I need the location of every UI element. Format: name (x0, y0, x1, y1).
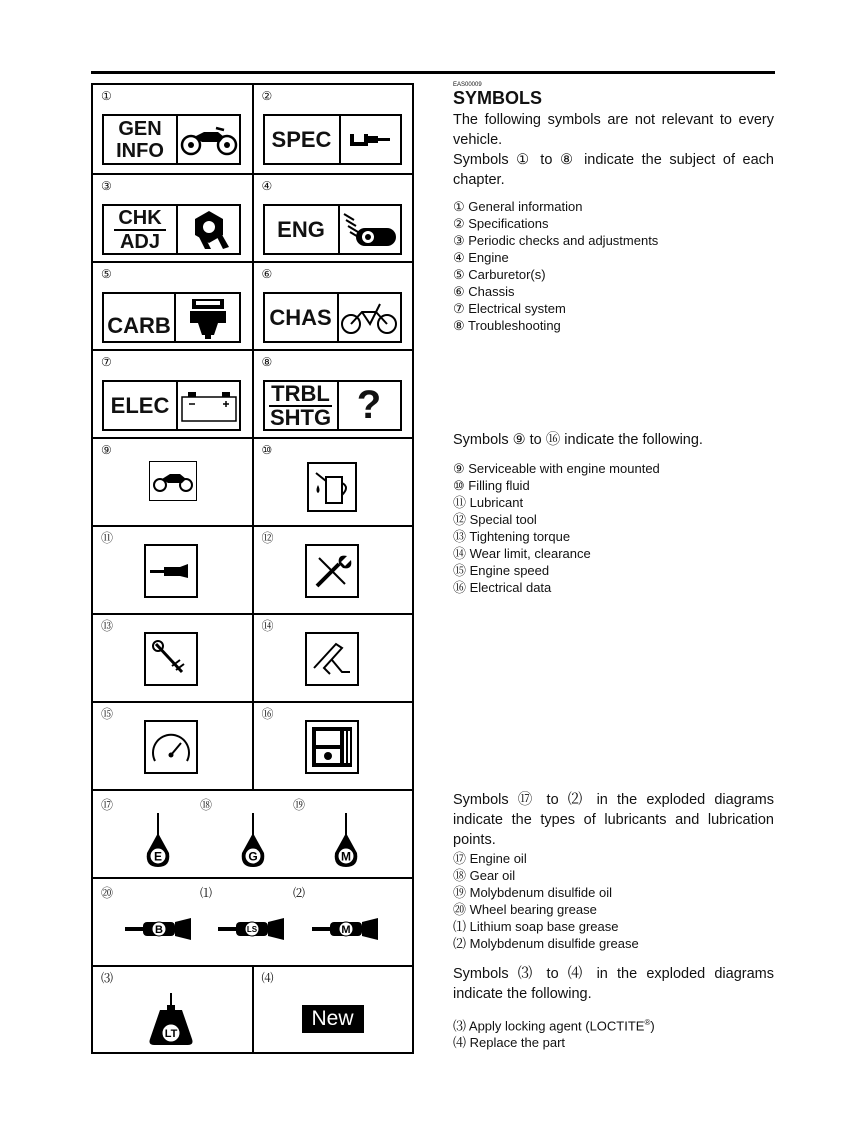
symbol-row (93, 613, 412, 701)
carburetor-icon (176, 294, 239, 341)
other-symbol-list (453, 1014, 774, 1051)
symbol-number: ⑱ (200, 798, 213, 812)
symbol-number: ② (261, 89, 273, 103)
symbol-number: ⑰ (101, 798, 114, 812)
intro-paragraph: The following symbols are not relevant to every vehicle. (453, 112, 774, 148)
list-item: ⑥ Chassis (453, 284, 515, 299)
symbol-number: ⑷ (261, 971, 274, 985)
symbol-number: ⑵ (293, 886, 306, 900)
symbol-cell-lubricant (93, 527, 252, 613)
symbol-number: ⑬ (101, 619, 114, 633)
symbol-row (93, 261, 412, 349)
question-mark-icon: ? (356, 383, 382, 427)
list-item: ⑩ Filling fluid (453, 478, 530, 493)
list-item: ⑱ Gear oil (453, 868, 516, 883)
registered-mark: ® (644, 1018, 651, 1027)
new-part-badge: New (302, 1005, 364, 1033)
symbol-number: ⑦ (101, 355, 112, 369)
symbol-grid (91, 83, 414, 1054)
symbol-cell-locking-agent (93, 967, 252, 1052)
symbol-cell-filling-fluid (252, 439, 413, 525)
service-symbols-section (453, 430, 774, 596)
symbol-cell-carburetor (93, 263, 252, 349)
symbols-section (453, 82, 774, 334)
battery-icon (178, 382, 239, 429)
molybdenum-grease-letter: M (341, 924, 351, 936)
top-rule (91, 71, 775, 74)
list-item: ⑭ Wear limit, clearance (453, 546, 591, 561)
list-item: ② Specifications (453, 216, 549, 231)
list-item (453, 1014, 774, 1034)
list-item: ⑴ Lithium soap base grease (453, 919, 619, 934)
molybdenum-grease-icon (312, 918, 382, 940)
symbol-cell-general-info (93, 85, 252, 173)
eng-label: ENG (277, 216, 325, 242)
list-item: ⑧ Troubleshooting (453, 318, 561, 333)
elec-label: ELEC (110, 392, 170, 418)
symbol-cell-replace-part (252, 967, 413, 1052)
lubricant-symbols-intro: Symbols ⑰ to ⑵ in the exploded diagrams indicate the types of lubricants and lubrication points. (453, 792, 774, 848)
trbl-label: TRBL (271, 380, 330, 406)
symbol-number: ⑲ (293, 798, 306, 812)
trbl-shtg-symbol (263, 380, 402, 431)
symbol-cell-chassis (252, 263, 413, 349)
lubricant-symbol-list (453, 850, 774, 952)
symbol-number: ⑳ (101, 886, 114, 900)
wheel-bearing-grease-letter: B (155, 924, 163, 936)
chapter-symbol-list (453, 198, 774, 334)
symbol-cell-oils (93, 791, 412, 877)
symbol-cell-specifications (252, 85, 413, 173)
chk-adj-symbol (102, 204, 241, 255)
symbol-cell-electrical-data (252, 703, 413, 789)
oil-can-icon (307, 462, 357, 512)
lithium-soap-grease-icon (218, 918, 288, 940)
other-symbols-intro: Symbols ⑶ to ⑷ in the exploded diagrams indicate the following. (453, 966, 774, 1002)
locking-agent-icon (148, 993, 194, 1047)
symbol-cell-troubleshooting (252, 351, 413, 437)
carb-symbol (102, 292, 241, 343)
symbol-row (93, 701, 412, 789)
service-symbol-list (453, 460, 774, 596)
symbol-cell-engine-speed (93, 703, 252, 789)
list-item: ⑰ Engine oil (453, 851, 527, 866)
symbol-number: ③ (101, 179, 112, 193)
shtg-label: SHTG (269, 404, 332, 430)
symbol-row (93, 789, 412, 877)
list-item: ④ Engine (453, 250, 509, 265)
section-code: EAS00009 (453, 82, 482, 88)
symbol-number: ⑩ (261, 443, 273, 457)
symbol-cell-serviceable (93, 439, 252, 525)
list-item: ③ Periodic checks and adjustments (453, 233, 659, 248)
list-item: ⑦ Electrical system (453, 301, 566, 316)
list-item: ⑳ Wheel bearing grease (453, 902, 597, 917)
list-item: ⑬ Tightening torque (453, 529, 571, 544)
page-title: SYMBOLS (453, 88, 543, 108)
lubricant-icon (144, 544, 198, 598)
list-item: ⑮ Engine speed (453, 563, 550, 578)
list-item: ⑵ Molybdenum disulfide grease (453, 936, 639, 951)
carb-label: CARB (107, 313, 171, 338)
chapter-symbols-paragraph: Symbols ① to ⑧ indicate the subject of each chapter. (453, 152, 774, 188)
symbol-number: ⑧ (261, 355, 273, 369)
adj-label: ADJ (119, 230, 160, 253)
symbol-number: ⑨ (101, 443, 112, 457)
locking-agent-letters: LT (164, 1028, 178, 1040)
caliper-icon (305, 632, 359, 686)
special-tool-icon (305, 544, 359, 598)
info-label: INFO (116, 139, 164, 162)
chas-label: CHAS (269, 304, 332, 330)
molybdenum-oil-icon (333, 813, 359, 869)
symbol-cell-special-tool (252, 527, 413, 613)
multimeter-icon (305, 720, 359, 774)
lubricant-tube-icon (341, 116, 400, 163)
engine-oil-icon (145, 813, 171, 869)
symbol-number: ⑴ (200, 886, 213, 900)
list-item: ⑪ Lubricant (453, 495, 524, 510)
symbol-number: ⑥ (261, 267, 273, 281)
symbol-cell-tightening-torque (93, 615, 252, 701)
symbol-number: ① (101, 89, 112, 103)
symbol-cell-checks (93, 175, 252, 261)
wheel-bearing-grease-icon (125, 918, 195, 940)
gear-oil-letter: G (248, 849, 258, 864)
gen-label: GEN (118, 117, 162, 140)
symbol-row (93, 525, 412, 613)
eng-symbol (263, 204, 402, 255)
symbol-cell-engine (252, 175, 413, 261)
molybdenum-oil-letter: M (341, 849, 351, 864)
symbol-number: ⑯ (261, 707, 274, 721)
loctite-text: ⑶ Apply locking agent (LOCTITE (453, 1018, 645, 1034)
chassis-icon (339, 294, 400, 341)
symbol-number: ⑶ (101, 971, 114, 985)
list-item: ⑯ Electrical data (453, 580, 552, 595)
symbol-number: ⑭ (261, 619, 274, 633)
symbol-number: ⑫ (261, 531, 274, 545)
tachometer-icon (144, 720, 198, 774)
symbol-cell-greases (93, 879, 412, 965)
symbol-row (93, 877, 412, 965)
symbol-cell-electrical (93, 351, 252, 437)
elec-symbol (102, 380, 241, 431)
spec-label: SPEC (271, 126, 332, 152)
symbol-number: ④ (261, 179, 273, 193)
symbol-row (93, 437, 412, 525)
gen-info-symbol (102, 114, 241, 165)
torque-wrench-icon (144, 632, 198, 686)
symbol-number: ⑤ (101, 267, 112, 281)
other-symbols-section (453, 964, 774, 1051)
serviceable-engine-mounted-icon (149, 461, 197, 501)
gear-oil-icon (240, 813, 266, 869)
spec-symbol (263, 114, 402, 165)
chk-label: CHK (114, 207, 165, 231)
motorcycle-icon (178, 116, 239, 163)
engine-icon (340, 206, 400, 253)
list-item: ⑷ Replace the part (453, 1035, 566, 1051)
symbol-number: ⑮ (101, 707, 114, 721)
chas-symbol (263, 292, 402, 343)
list-item: ⑫ Special tool (453, 512, 537, 527)
symbol-row (93, 965, 412, 1052)
lubricant-symbols-section (453, 790, 774, 952)
loctite-close: ) (650, 1018, 655, 1034)
lithium-soap-grease-letters: LS (246, 925, 258, 934)
engine-oil-letter: E (153, 849, 163, 864)
symbol-number: ⑪ (101, 531, 114, 545)
list-item: ⑲ Molybdenum disulfide oil (453, 885, 612, 900)
service-symbols-intro: Symbols ⑨ to ⑯ indicate the following. (453, 432, 703, 448)
symbol-row (93, 349, 412, 437)
symbol-cell-wear-limit (252, 615, 413, 701)
list-item: ⑨ Serviceable with engine mounted (453, 461, 660, 476)
list-item: ① General information (453, 199, 583, 214)
symbol-row (93, 85, 412, 173)
wrench-icon (178, 206, 239, 253)
symbol-row (93, 173, 412, 261)
list-item: ⑤ Carburetor(s) (453, 267, 546, 282)
